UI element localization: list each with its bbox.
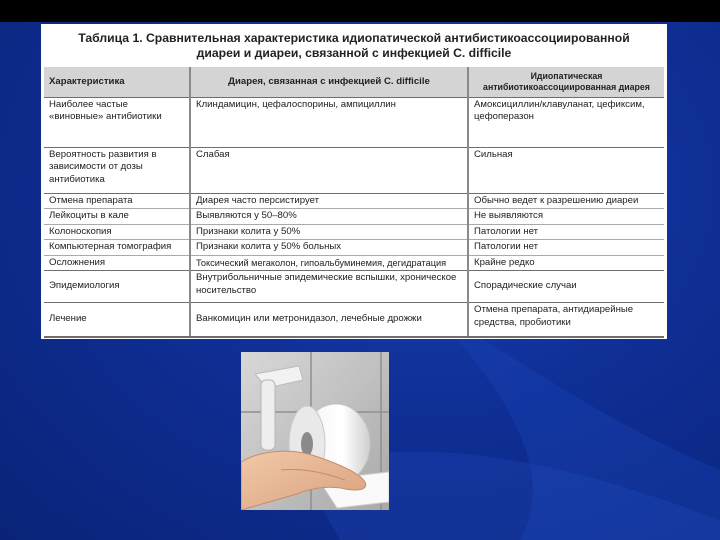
row-label: Вероятность развития в зависимости от дозы антибиотика [44, 147, 190, 193]
table-title-line2: диареи и диареи, связанной с инфекцией C. difficile [196, 46, 512, 60]
row-label: Отмена препарата [44, 193, 190, 209]
cell-cdiff: Токсический мегаколон, гипоальбуминемия, дегидратация [190, 255, 468, 271]
comparison-table-card [41, 24, 667, 339]
comparison-table [44, 67, 664, 338]
table-row [44, 147, 664, 193]
cell-cdiff: Диарея часто персистирует [190, 193, 468, 209]
table-row [44, 303, 664, 337]
table-row [44, 97, 664, 147]
cell-cdiff: Признаки колита у 50% больных [190, 240, 468, 256]
cell-idiopathic: Обычно ведет к разрешению диареи [468, 193, 664, 209]
cell-cdiff: Слабая [190, 147, 468, 193]
cell-idiopathic: Отмена препарата, антидиарейные средства, пробиотики [468, 303, 664, 337]
toilet-paper-photo [241, 352, 389, 510]
row-label: Лечение [44, 303, 190, 337]
cell-cdiff: Выявляются у 50–80% [190, 209, 468, 225]
cell-idiopathic: Патологии нет [468, 224, 664, 240]
header-cdiff: Диарея, связанная с инфекцией C. difficile [190, 67, 468, 97]
table-row [44, 271, 664, 303]
cell-cdiff: Клиндамицин, цефалоспорины, ампициллин [190, 97, 468, 147]
row-label: Лейкоциты в кале [44, 209, 190, 225]
table-header-row [44, 67, 664, 97]
row-label: Наиболее частые «виновные» антибиотики [44, 97, 190, 147]
table-title [44, 27, 664, 67]
header-idiopathic: Идиопатическая антибиотикоассоциированная диарея [468, 67, 664, 97]
header-characteristic: Характеристика [44, 67, 190, 97]
row-label: Эпидемиология [44, 271, 190, 303]
cell-idiopathic: Не выявляются [468, 209, 664, 225]
table-title-line1: Таблица 1. Сравнительная характеристика идиопатической антибистикоассоциированной [78, 31, 630, 45]
table-row [44, 193, 664, 209]
table-row [44, 209, 664, 225]
row-label: Компьютерная томография [44, 240, 190, 256]
cell-idiopathic: Патологии нет [468, 240, 664, 256]
cell-idiopathic: Амоксициллин/клавуланат, цефиксим, цефоперазон [468, 97, 664, 147]
cell-cdiff: Внутрибольничные эпидемические вспышки, хроническое носительство [190, 271, 468, 303]
table-row [44, 224, 664, 240]
table-row [44, 240, 664, 256]
row-label: Осложнения [44, 255, 190, 271]
cell-idiopathic: Крайне редко [468, 255, 664, 271]
top-black-bar [0, 0, 720, 22]
toilet-paper-illustration [241, 352, 389, 510]
cell-idiopathic: Сильная [468, 147, 664, 193]
row-label: Колоноскопия [44, 224, 190, 240]
cell-idiopathic: Спорадические случаи [468, 271, 664, 303]
table-row [44, 255, 664, 271]
cell-cdiff: Ванкомицин или метронидазол, лечебные дрожжи [190, 303, 468, 337]
cell-cdiff: Признаки колита у 50% [190, 224, 468, 240]
